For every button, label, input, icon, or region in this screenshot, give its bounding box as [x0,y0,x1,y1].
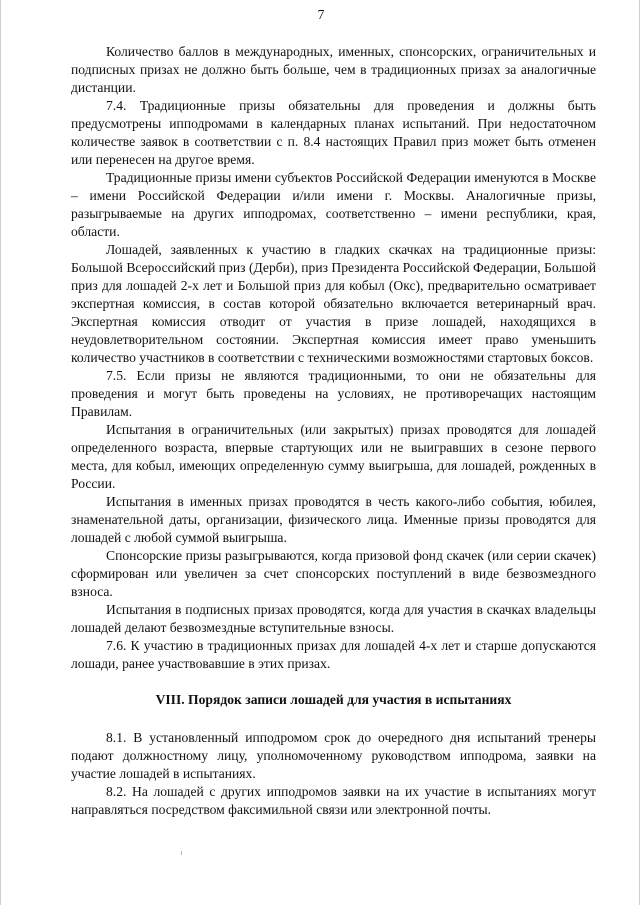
paragraph: 8.2. На лошадей с других ипподромов заявки на их участие в испытаниях могут направляться посредством факсимильной связи или электронной почты. [71,784,596,817]
page-number: 7 [317,7,325,22]
paragraph: 7.4. Традиционные призы обязательны для проведения и должны быть предусмотрены ипподромами в календарных планах испытаний. При недостаточном количестве заявок в соответствии с п. 8.4 настоящих Правил приз может быть отменен или перенесен на другое время. [71,98,596,167]
paragraph: Испытания в подписных призах проводятся, когда для участия в скачках владельцы лошадей делают безвозмездные вступительные взносы. [71,602,596,635]
document-body [71,43,596,819]
section-heading: VIII. Порядок записи лошадей для участия в испытаниях [155,692,512,707]
paragraph: Лошадей, заявленных к участию в гладких скачках на традиционные призы: Большой Всероссийский приз (Дерби), приз Президента Российской Федерации, Большой приз для лошадей 2-х лет и Большой приз для кобыл (Окс), предварительно осматривает экспертная комиссия, в состав которой обязательно включается ветеринарный врач. Экспертная комиссия отводит от участия в призе лошадей, находящихся в неудовлетворительном состоянии. Экспертная комиссия имеет право уменьшить количество участников в соответствии с техническими возможностями стартовых боксов. [71,242,596,365]
scan-speck [181,851,182,855]
paragraph: Испытания в ограничительных (или закрытых) призах проводятся для лошадей определенного возраста, впервые стартующих или не выигравших в сезоне первого места, для кобыл, имеющих определенную сумму выигрыша, для лошадей, рожденных в России. [71,422,596,491]
paragraph: 7.6. К участию в традиционных призах для лошадей 4-х лет и старше допускаются лошади, ранее участвовавшие в этих призах. [71,638,596,671]
paragraph: 8.1. В установленный ипподромом срок до очередного дня испытаний тренеры подают должностному лицу, уполномоченному руководством ипподрома, заявки на участие лошадей в испытаниях. [71,730,596,781]
paragraph: Традиционные призы имени субъектов Российской Федерации именуются в Москве – имени Российской Федерации и/или имени г. Москвы. Аналогичные призы, разыгрываемые на других ипподромах, соответственно – имени республики, края, области. [71,170,596,239]
paragraph: Спонсорские призы разыгрываются, когда призовой фонд скачек (или серии скачек) сформирован или увеличен за счет спонсорских поступлений в виде безвозмездного взноса. [71,548,596,599]
paragraph: 7.5. Если призы не являются традиционными, то они не обязательны для проведения и могут быть проведены на условиях, не противоречащих настоящим Правилам. [71,368,596,419]
paragraph: Количество баллов в международных, именных, спонсорских, ограничительных и подписных призах не должно быть больше, чем в традиционных призах за аналогичные дистанции. [71,44,596,95]
paragraph: Испытания в именных призах проводятся в честь какого-либо события, юбилея, знаменательной даты, организации, физического лица. Именные призы проводятся для лошадей с любой суммой выигрыша. [71,494,596,545]
